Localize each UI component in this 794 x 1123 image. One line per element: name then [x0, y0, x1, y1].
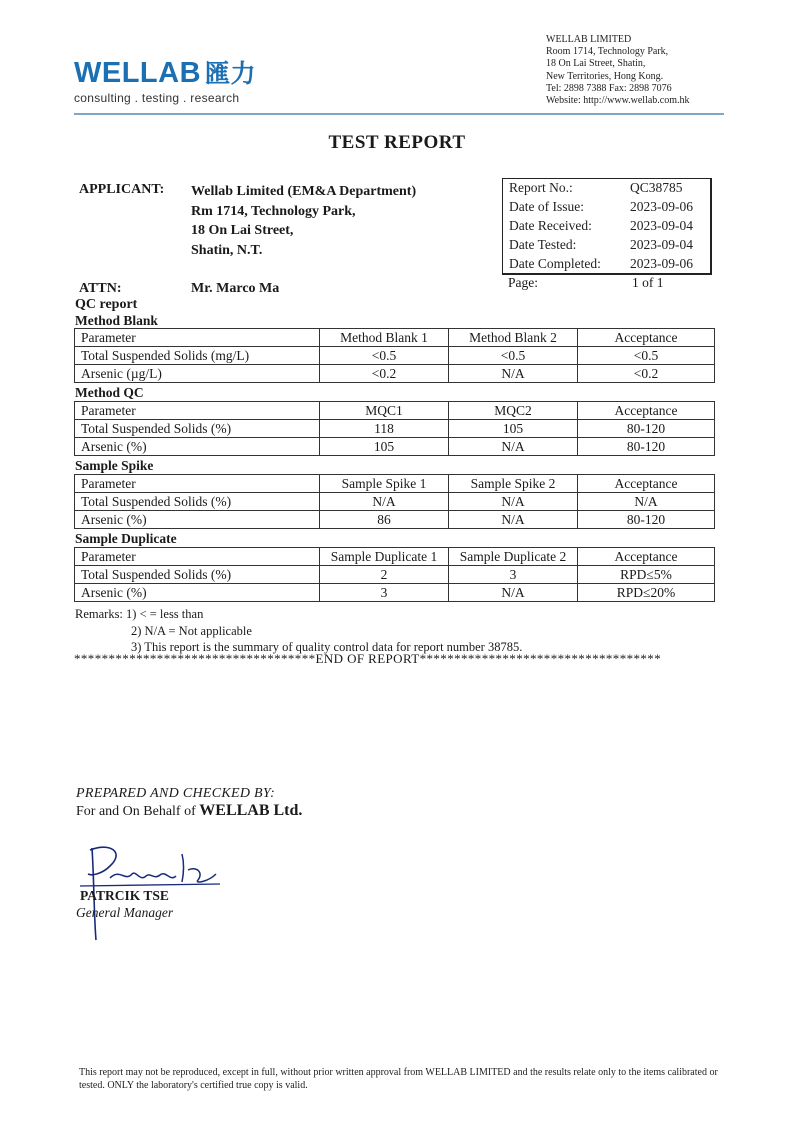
remark-3: 3) This report is the summary of quality control data for report number 38785. [131, 640, 523, 654]
parameter-cell: Arsenic (%) [75, 584, 320, 602]
value-cell: <0.5 [320, 347, 449, 365]
company-phone: Tel: 2898 7388 Fax: 2898 7076 [546, 82, 672, 94]
header-cell: Sample Spike 2 [449, 475, 578, 493]
applicant-line: Wellab Limited (EM&A Department) [191, 184, 417, 199]
signatory-name: PATRCIK TSE [80, 888, 169, 903]
header-cell: Sample Duplicate 1 [320, 548, 449, 566]
header-cell: Sample Spike 1 [320, 475, 449, 493]
value-cell: N/A [449, 584, 578, 602]
company-address-line: New Territories, Hong Kong. [546, 70, 664, 82]
logo-chinese-name: 匯力 [205, 59, 257, 88]
page-value: 1 of 1 [632, 275, 664, 290]
applicant-line: Rm 1714, Technology Park, [191, 203, 356, 219]
section-title-sample-duplicate: Sample Duplicate [75, 531, 177, 546]
remark-2: 2) N/A = Not applicable [131, 623, 252, 638]
table-row [75, 584, 715, 602]
table-header-row [75, 402, 715, 420]
applicant-line: Shatin, N.T. [191, 242, 263, 258]
table-header-row [75, 475, 715, 493]
table-row [75, 511, 715, 529]
date-of-issue-value: 2023-09-06 [630, 199, 693, 214]
acceptance-cell: N/A [578, 493, 715, 511]
sample-duplicate-table [74, 547, 715, 602]
footer-disclaimer: This report may not be reproduced, except in full, without prior written approval from WELLAB LIMITED and the results relate only to the items calibrated or tested. ONLY the laboratory's certified true copy is valid. [79, 1067, 718, 1091]
value-cell: N/A [449, 438, 578, 456]
applicant-address [191, 182, 416, 260]
remarks [75, 606, 522, 656]
attn-value: Mr. Marco Ma [191, 281, 280, 296]
section-title-method-blank: Method Blank [75, 313, 158, 328]
date-received-value: 2023-09-04 [630, 218, 693, 233]
acceptance-cell: 80-120 [578, 438, 715, 456]
company-address-line: 18 On Lai Street, Shatin, [546, 58, 646, 70]
parameter-cell: Arsenic (%) [75, 438, 320, 456]
parameter-cell: Arsenic (µg/L) [75, 365, 320, 383]
table-row [75, 420, 715, 438]
value-cell: 105 [449, 420, 578, 438]
date-received-label: Date Received: [509, 218, 592, 233]
header-divider [74, 113, 724, 115]
report-title: TEST REPORT [328, 132, 466, 153]
report-number-value: QC38785 [630, 180, 683, 195]
header-cell: Acceptance [578, 475, 715, 493]
parameter-cell: Arsenic (%) [75, 511, 320, 529]
value-cell: 118 [320, 420, 449, 438]
header-cell: Parameter [75, 475, 320, 493]
report-number-row [503, 179, 710, 198]
prepared-checked-label: PREPARED AND CHECKED BY: [76, 786, 276, 801]
value-cell: 105 [320, 438, 449, 456]
method-blank-table [74, 328, 715, 383]
table-row [75, 566, 715, 584]
company-name: WELLAB LIMITED [546, 34, 632, 45]
table-row [75, 438, 715, 456]
value-cell: N/A [449, 493, 578, 511]
company-address-line: Room 1714, Technology Park, [546, 46, 669, 58]
date-of-issue-row [503, 198, 710, 217]
acceptance-cell: 80-120 [578, 511, 715, 529]
table-row [75, 365, 715, 383]
header-cell: Parameter [75, 402, 320, 420]
parameter-cell: Total Suspended Solids (%) [75, 420, 320, 438]
applicant-label: APPLICANT: [79, 182, 165, 197]
on-behalf-prefix: For and On Behalf of [76, 804, 200, 819]
table-row [75, 347, 715, 365]
value-cell: 2 [320, 566, 449, 584]
company-website: Website: http://www.wellab.com.hk [546, 95, 690, 107]
on-behalf-line [76, 802, 302, 820]
company-logo [74, 58, 256, 105]
header-cell: Sample Duplicate 2 [449, 548, 578, 566]
report-number-label: Report No.: [509, 180, 573, 195]
end-of-report-line: ***********************************END OF REPORT*********************************** [74, 651, 662, 666]
page-label: Page: [508, 275, 538, 290]
value-cell: <0.5 [449, 347, 578, 365]
acceptance-cell: RPD≤20% [578, 584, 715, 602]
header-cell: Parameter [75, 329, 320, 347]
parameter-cell: Total Suspended Solids (mg/L) [75, 347, 320, 365]
header-cell: MQC1 [320, 402, 449, 420]
signatory-title: General Manager [76, 905, 174, 920]
header-cell: Method Blank 1 [320, 329, 449, 347]
acceptance-cell: RPD≤5% [578, 566, 715, 584]
date-completed-row [503, 255, 710, 274]
table-header-row [75, 548, 715, 566]
header-cell: Acceptance [578, 548, 715, 566]
remark-1: Remarks: 1) < = less than [75, 607, 204, 621]
company-address-block [546, 34, 690, 107]
attn-label: ATTN: [79, 281, 122, 296]
table-row [75, 493, 715, 511]
value-cell: <0.2 [320, 365, 449, 383]
on-behalf-company: WELLAB Ltd. [199, 802, 303, 819]
logo-wordmark: WELLAB [74, 57, 202, 89]
acceptance-cell: <0.2 [578, 365, 715, 383]
sample-spike-table [74, 474, 715, 529]
date-received-row [503, 217, 710, 236]
acceptance-cell: 80-120 [578, 420, 715, 438]
header-cell: Parameter [75, 548, 320, 566]
method-qc-table [74, 401, 715, 456]
value-cell: 86 [320, 511, 449, 529]
header-cell: Method Blank 2 [449, 329, 578, 347]
date-tested-value: 2023-09-04 [630, 237, 693, 252]
header-cell: MQC2 [449, 402, 578, 420]
date-completed-label: Date Completed: [509, 256, 601, 271]
value-cell: N/A [449, 511, 578, 529]
qc-report-title: QC report [75, 297, 138, 312]
logo-tagline: consulting . testing . research [74, 91, 240, 105]
value-cell: 3 [449, 566, 578, 584]
acceptance-cell: <0.5 [578, 347, 715, 365]
value-cell: N/A [449, 365, 578, 383]
parameter-cell: Total Suspended Solids (%) [75, 493, 320, 511]
date-tested-label: Date Tested: [509, 237, 577, 252]
value-cell: 3 [320, 584, 449, 602]
date-completed-value: 2023-09-06 [630, 256, 693, 271]
value-cell: N/A [320, 493, 449, 511]
date-of-issue-label: Date of Issue: [509, 199, 584, 214]
header-cell: Acceptance [578, 402, 715, 420]
table-header-row [75, 329, 715, 347]
header-cell: Acceptance [578, 329, 715, 347]
section-title-sample-spike: Sample Spike [75, 458, 154, 473]
parameter-cell: Total Suspended Solids (%) [75, 566, 320, 584]
date-tested-row [503, 236, 710, 255]
report-info-box [502, 178, 712, 275]
applicant-line: 18 On Lai Street, [191, 223, 294, 238]
section-title-method-qc: Method QC [75, 385, 144, 400]
